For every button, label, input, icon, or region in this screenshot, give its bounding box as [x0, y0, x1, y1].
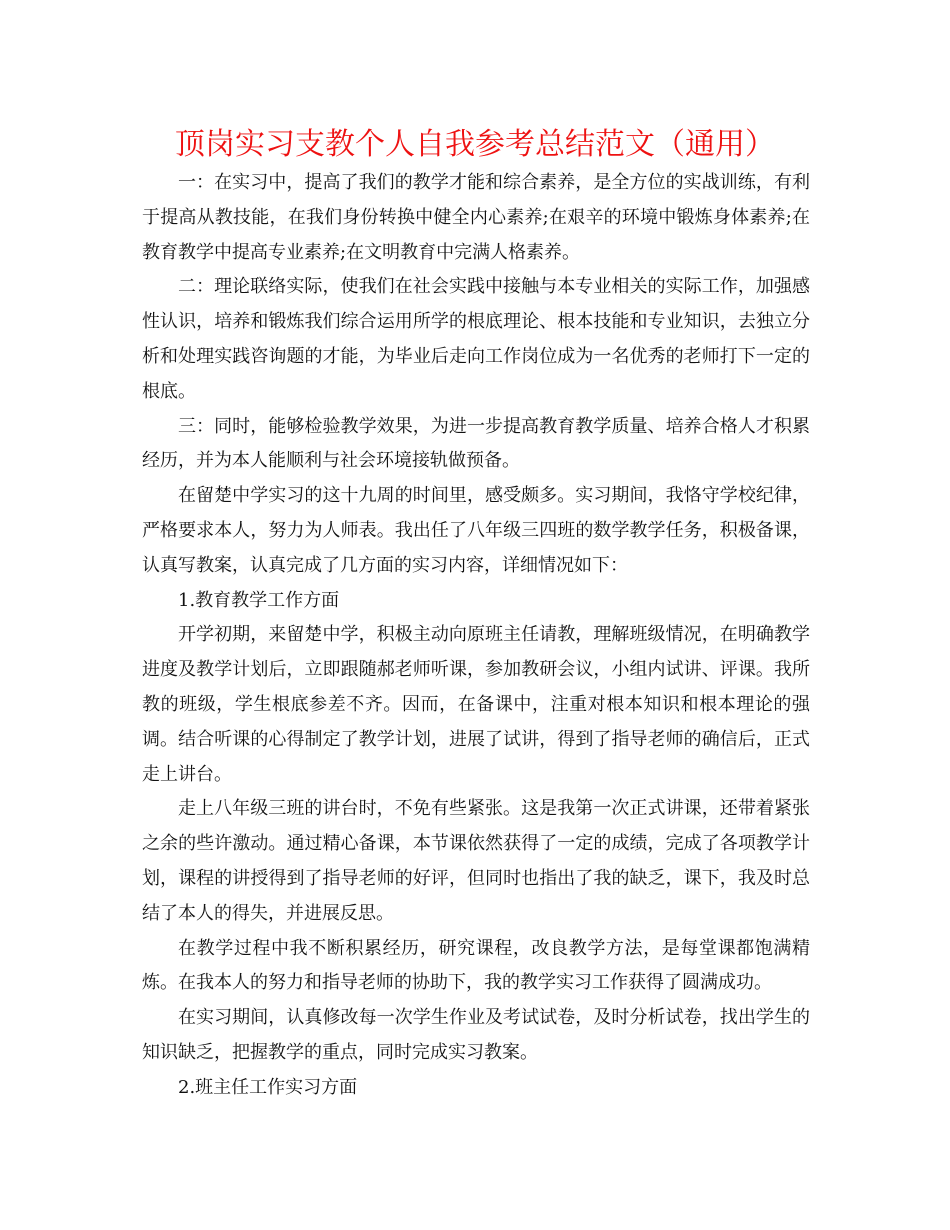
paragraph: 在留楚中学实习的这十九周的时间里，感受颇多。实习期间，我恪守学校纪律，严格要求本人，努力为人师表。我出任了八年级三四班的数学教学任务，积极备课，认真写教案，认真完成了几方面的实习内容，详细情况如下： — [142, 485, 810, 576]
paragraph: 开学初期，来留楚中学，积极主动向原班主任请教，理解班级情况，在明确教学进度及教学计划后，立即跟随郝老师听课，参加教研会议，小组内试讲、评课。我所教的班级，学生根底参差不齐。因而，在备课中，注重对根本知识和根本理论的强调。结合听课的心得制定了教学计划，进展了试讲，得到了指导老师的确信后，正式走上讲台。 — [142, 624, 810, 785]
paragraph: 在实习期间，认真修改每一次学生作业及考试试卷，及时分析试卷，找出学生的知识缺乏，把握教学的重点，同时完成实习教案。 — [142, 1007, 810, 1063]
paragraph: 走上八年级三班的讲台时，不免有些紧张。这是我第一次正式讲课，还带着紧张之余的些许激动。通过精心备课，本节课依然获得了一定的成绩，完成了各项教学计划，课程的讲授得到了指导老师的好评，但同时也指出了我的缺乏，课下，我及时总结了本人的得失，并进展反思。 — [142, 798, 810, 924]
paragraph: 在教学过程中我不断积累经历，研究课程，改良教学方法，是每堂课都饱满精炼。在我本人的努力和指导老师的协助下，我的教学实习工作获得了圆满成功。 — [142, 937, 810, 994]
section-heading: 1.教育教学工作方面 — [178, 589, 340, 611]
document-title: 顶岗实习支教个人自我参考总结范文（通用） — [175, 127, 775, 162]
paragraph: 二：理论联络实际，使我们在社会实践中接触与本专业相关的实际工作，加强感性认识，培养和锻炼我们综合运用所学的根底理论、根本技能和专业知识，去独立分析和处理实践咨询题的才能，为毕业后走向工作岗位成为一名优秀的老师打下一定的根底。 — [142, 276, 810, 402]
section-heading: 2.班主任工作实习方面 — [178, 1076, 358, 1098]
paragraph: 一：在实习中，提高了我们的教学才能和综合素养，是全方位的实战训练，有利于提高从教技能，在我们身份转换中健全内心素养;在艰辛的环境中锻炼身体素养;在教育教学中提高专业素养;在文明教育中完满人格素养。 — [142, 172, 810, 263]
document-body — [142, 166, 810, 1106]
paragraph: 三：同时，能够检验教学效果，为进一步提高教育教学质量、培养合格人才积累经历，并为本人能顺利与社会环境接轨做预备。 — [142, 415, 810, 472]
